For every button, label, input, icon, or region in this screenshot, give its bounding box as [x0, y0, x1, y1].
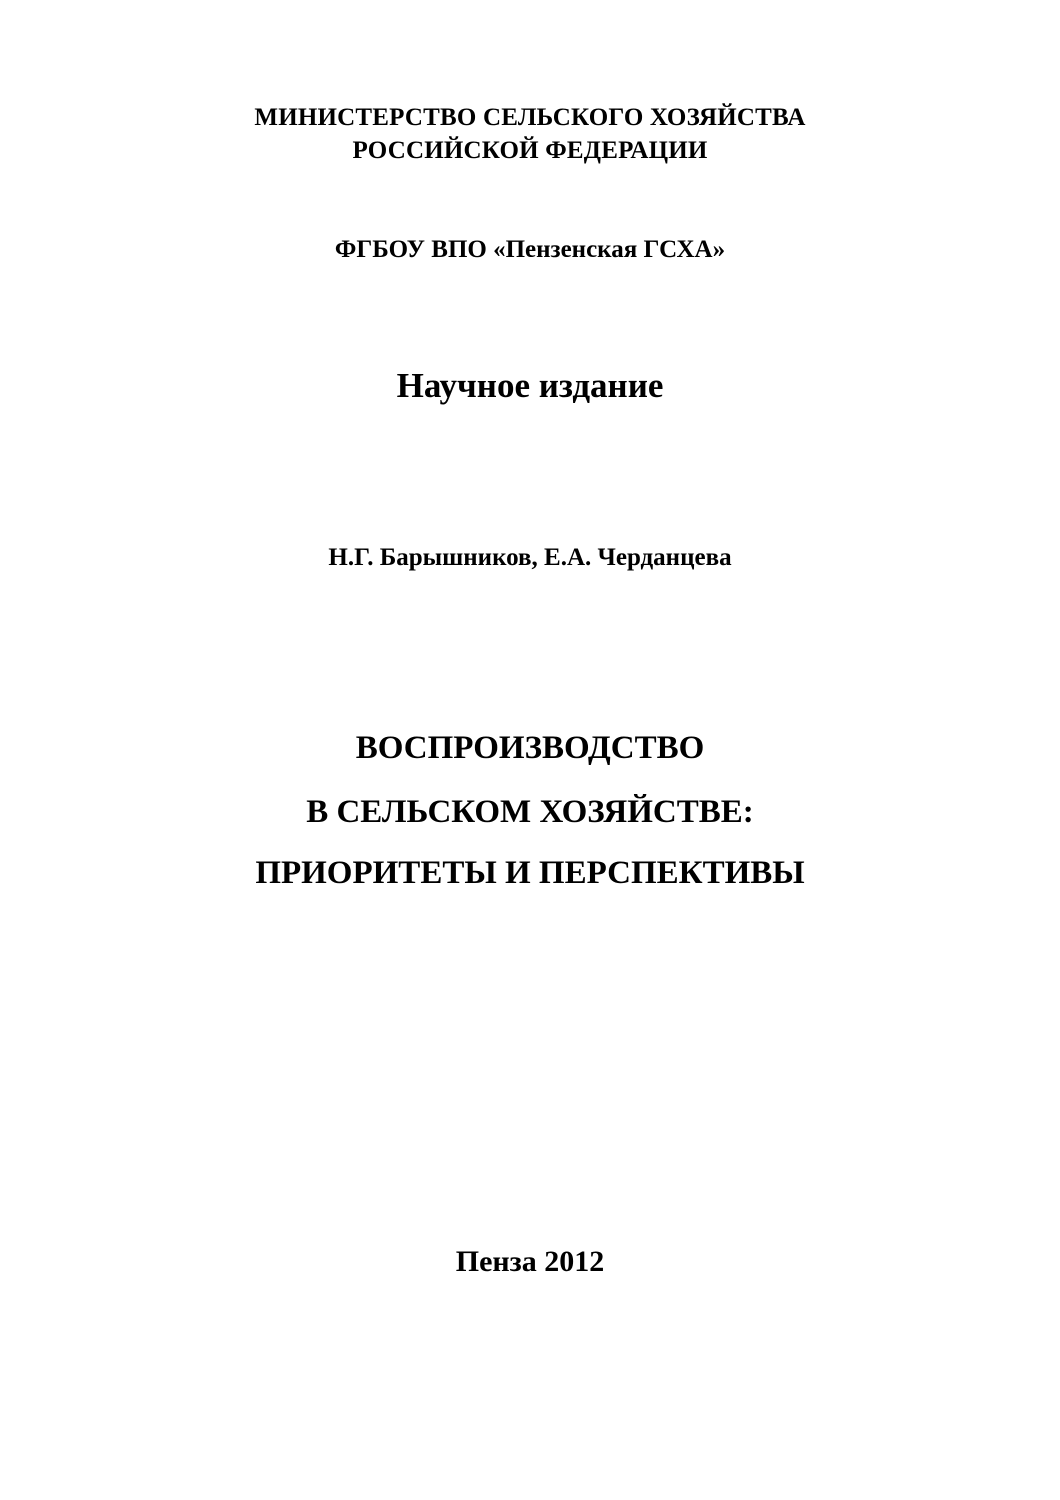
book-title-line-2: В СЕЛЬСКОМ ХОЗЯЙСТВЕ:	[306, 794, 754, 830]
publication-city-year: Пенза 2012	[455, 1245, 605, 1278]
book-title-line-1: ВОСПРОИЗВОДСТВО	[355, 730, 705, 766]
edition-type: Научное издание	[396, 366, 664, 405]
institution-name: ФГБОУ ВПО «Пензенская ГСХА»	[334, 236, 726, 263]
ministry-line-2: РОССИЙСКОЙ ФЕДЕРАЦИИ	[352, 137, 708, 164]
book-title-line-3: ПРИОРИТЕТЫ И ПЕРСПЕКТИВЫ	[255, 855, 805, 891]
authors: Н.Г. Барышников, Е.А. Черданцева	[328, 544, 732, 571]
ministry-line-1: МИНИСТЕРСТВО СЕЛЬСКОГО ХОЗЯЙСТВА	[254, 104, 806, 131]
